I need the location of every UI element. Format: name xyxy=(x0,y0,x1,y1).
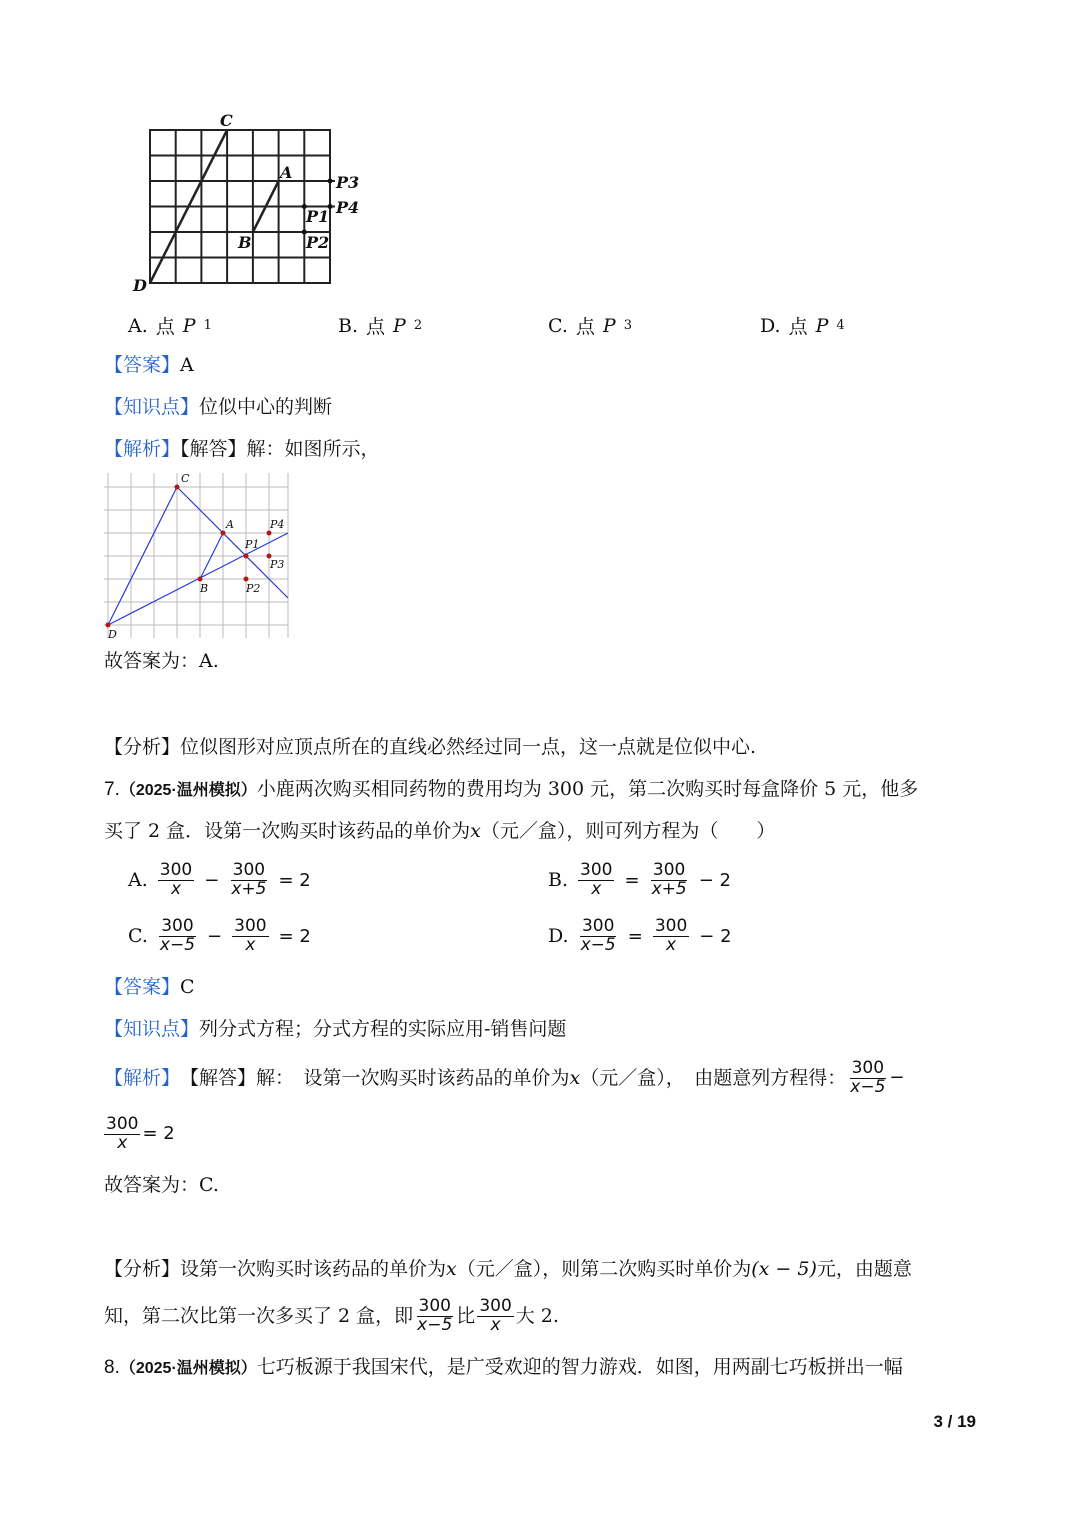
q6-option-d: D. 点 P 4 xyxy=(760,314,845,338)
fig2-label-p1: P1 xyxy=(245,538,260,551)
fig2-label-a: A xyxy=(226,518,234,531)
fig2-label-p4: P4 xyxy=(270,518,285,531)
q7-option-c: C. $\frac{300}{x-5}$ − $\frac{300}{x}$ = 2 xyxy=(128,916,311,955)
q7-stem-line1: 7.（2025·温州模拟）小鹿两次购买相同药物的费用均为 300 元，第二次购买时每盒降价 5 元，他多 xyxy=(104,778,919,800)
q7-answer: 【答案】C xyxy=(104,976,195,998)
q7-analysis-cont: $\frac{300}{x}$ = 2 xyxy=(106,1114,175,1153)
q7-option-a: A. $\frac{300}{x}$ − $\frac{300}{x+5}$ = 2 xyxy=(128,860,311,899)
q6-option-a: A. 点 P 1 xyxy=(128,314,212,338)
q7-fenxi-line1: 【分析】设第一次购买时该药品的单价为x（元／盒），则第二次购买时单价为(x − 5)元，由题意 xyxy=(104,1258,912,1280)
q7-fenxi-line2: 知，第二次比第一次多买了 2 盒，即 $\frac{300}{x-5}$ 比 $\frac{300}{x}$ 大 2. xyxy=(104,1296,559,1335)
q6-conclusion: 故答案为：A. xyxy=(104,650,219,672)
fig1-label-c: C xyxy=(220,111,233,130)
fig1-label-d: D xyxy=(133,276,147,295)
fig1-label-p3: P3 xyxy=(336,173,360,192)
fig1-label-p2: P2 xyxy=(306,233,330,252)
q7-conclusion: 故答案为：C. xyxy=(104,1174,219,1196)
q8-stem-line1: 8.（2025·温州模拟）七巧板源于我国宋代，是广受欢迎的智力游戏．如图，用两副七巧板拼出一幅 xyxy=(104,1356,903,1378)
q7-analysis: 【解析】 【解答】 解： 设第一次购买时该药品的单价为 x （元／盒）， 由题意列方程得： $\frac{300}{x-5}$ − xyxy=(104,1058,905,1097)
q6-option-b: B. 点 P 2 xyxy=(338,314,423,338)
fig2-label-p3: P3 xyxy=(270,558,285,571)
fig2-label-p2: P2 xyxy=(246,582,261,595)
fig1-label-p1: P1 xyxy=(306,207,330,226)
fig2-label-d: D xyxy=(108,628,117,641)
fig1-label-p4: P4 xyxy=(336,198,360,217)
q6-option-c: C. 点 P 3 xyxy=(548,314,632,338)
q6-analysis: 【解析】【解答】解：如图所示， xyxy=(104,438,380,460)
fig2-label-b: B xyxy=(200,582,209,595)
solution-figure-2 xyxy=(104,468,294,643)
q6-answer: 【答案】A xyxy=(104,354,194,376)
q7-option-d: D. $\frac{300}{x-5}$ = $\frac{300}{x}$ − 2 xyxy=(548,916,732,955)
fig2-label-c: C xyxy=(181,472,190,485)
q6-fenxi: 【分析】位似图形对应顶点所在的直线必然经过同一点，这一点就是位似中心. xyxy=(104,736,757,758)
fig1-label-a: A xyxy=(280,163,293,182)
page-number: 3 / 19 xyxy=(933,1412,976,1431)
q6-knowledge: 【知识点】位似中心的判断 xyxy=(104,396,333,418)
grid-figure-1 xyxy=(128,108,368,298)
fig1-label-b: B xyxy=(238,233,252,252)
q7-knowledge: 【知识点】列分式方程；分式方程的实际应用-销售问题 xyxy=(104,1018,567,1040)
q7-option-b: B. $\frac{300}{x}$ = $\frac{300}{x+5}$ − 2 xyxy=(548,860,731,899)
q7-stem-line2: 买了 2 盒．设第一次购买时该药品的单价为x（元／盒），则可列方程为（ ） xyxy=(104,820,776,842)
